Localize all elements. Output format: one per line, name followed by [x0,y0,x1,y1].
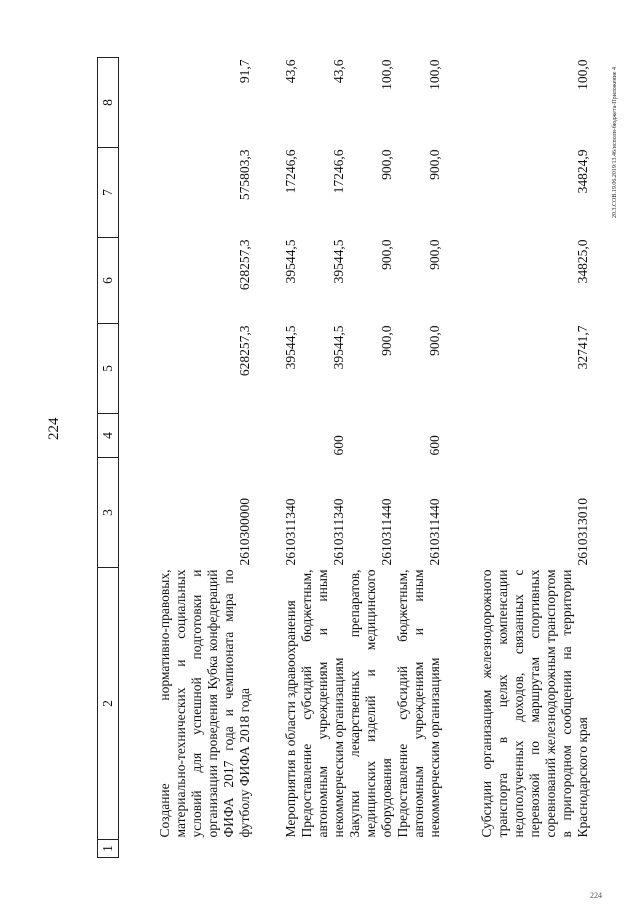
row-expense-type [443,414,591,458]
row-value-8: 100,0 [427,59,442,90]
column-header-8: 8 [98,58,119,148]
row-expense-type [119,414,254,458]
table-row [119,58,254,858]
row-code: 2610311340 [331,498,346,566]
row-expense-type [253,414,299,458]
row-value-6: 39544,5 [283,239,298,284]
table-cell-empty [119,840,254,858]
page-number: 224 [46,417,62,440]
table-row [395,58,443,858]
column-header-5: 5 [98,324,119,414]
row-name: Закупки лекарственных препаратов, медицинских изделий и медицинского оборудования [347,569,394,838]
page-bottom-mark: 224 [590,891,602,900]
table-cell-empty [299,840,347,858]
row-code: 2610311340 [283,498,298,566]
row-code: 2610311440 [379,498,394,566]
row-value-6: 900,0 [379,239,394,270]
row-value-7: 17246,6 [331,149,346,194]
budget-table [97,57,591,858]
table-row [443,58,591,858]
row-value-5: 39544,5 [331,325,346,370]
row-value-6: 39544,5 [331,239,346,284]
row-value-7: 17246,6 [283,149,298,194]
column-header-1: 1 [98,840,119,858]
column-header-6: 6 [98,238,119,324]
row-expense-type [347,414,395,458]
table-header-row [98,58,119,858]
row-value-6: 628257,3 [237,239,252,291]
row-value-7: 900,0 [379,149,394,180]
side-note: 20.3.СОВ.19.06.2019/13.46/исполн-бюджета-Приложение 4 [612,67,618,218]
row-code: 2610311440 [427,498,442,566]
row-value-8: 43,6 [331,59,346,84]
table-row [347,58,395,858]
table-cell-empty [443,840,591,858]
table-row [253,58,299,858]
row-value-5: 900,0 [379,325,394,356]
row-code: 2610313010 [575,498,590,566]
table-cell-empty [347,840,395,858]
row-value-6: 900,0 [427,239,442,270]
row-value-5: 32741,7 [575,325,590,370]
row-value-8: 100,0 [379,59,394,90]
row-value-7: 900,0 [427,149,442,180]
table-cell-empty [395,840,443,858]
column-header-7: 7 [98,148,119,238]
row-name: Создание нормативно-правовых, материально-технических и социальных условий для успешной подготовки и организации проведения Кубка конфедераций ФИФА 2017 года и чемпионата мира по футболу ФИФА 2018 года [157,569,252,838]
table-cell-empty [253,840,299,858]
row-expense-type: 600 [427,435,442,456]
row-name: Предоставление субсидий бюджетным, автономным учреждениям и иным некоммерческим организациям [395,569,442,838]
row-name: Предоставление субсидий бюджетным, автономным учреждениям и иным некоммерческим организациям [299,569,346,838]
column-header-2: 2 [98,568,119,840]
row-code: 2610300000 [237,498,252,566]
column-header-4: 4 [98,414,119,458]
row-expense-type: 600 [331,435,346,456]
table-row [299,58,347,858]
row-value-8: 43,6 [283,59,298,84]
row-value-8: 100,0 [575,59,590,90]
row-name: Мероприятия в области здравоохранения [283,600,298,838]
row-value-7: 34824,9 [575,149,590,194]
row-value-5: 900,0 [427,325,442,356]
row-value-5: 628257,3 [237,325,252,377]
row-value-5: 39544,5 [283,325,298,370]
row-value-6: 34825,0 [575,239,590,284]
row-value-8: 91,7 [237,59,252,84]
row-value-7: 575803,3 [237,149,252,201]
rotated-table-container [97,58,597,858]
column-header-3: 3 [98,458,119,568]
row-name: Субсидии организациям железнодорожного транспорта в целях компенсации недополученных доходов, связанных с перевозкой по маршрутам спортивных соревнований железнодорожным транспортом в пригородном сообщении на территории Краснодарского края [479,569,590,838]
